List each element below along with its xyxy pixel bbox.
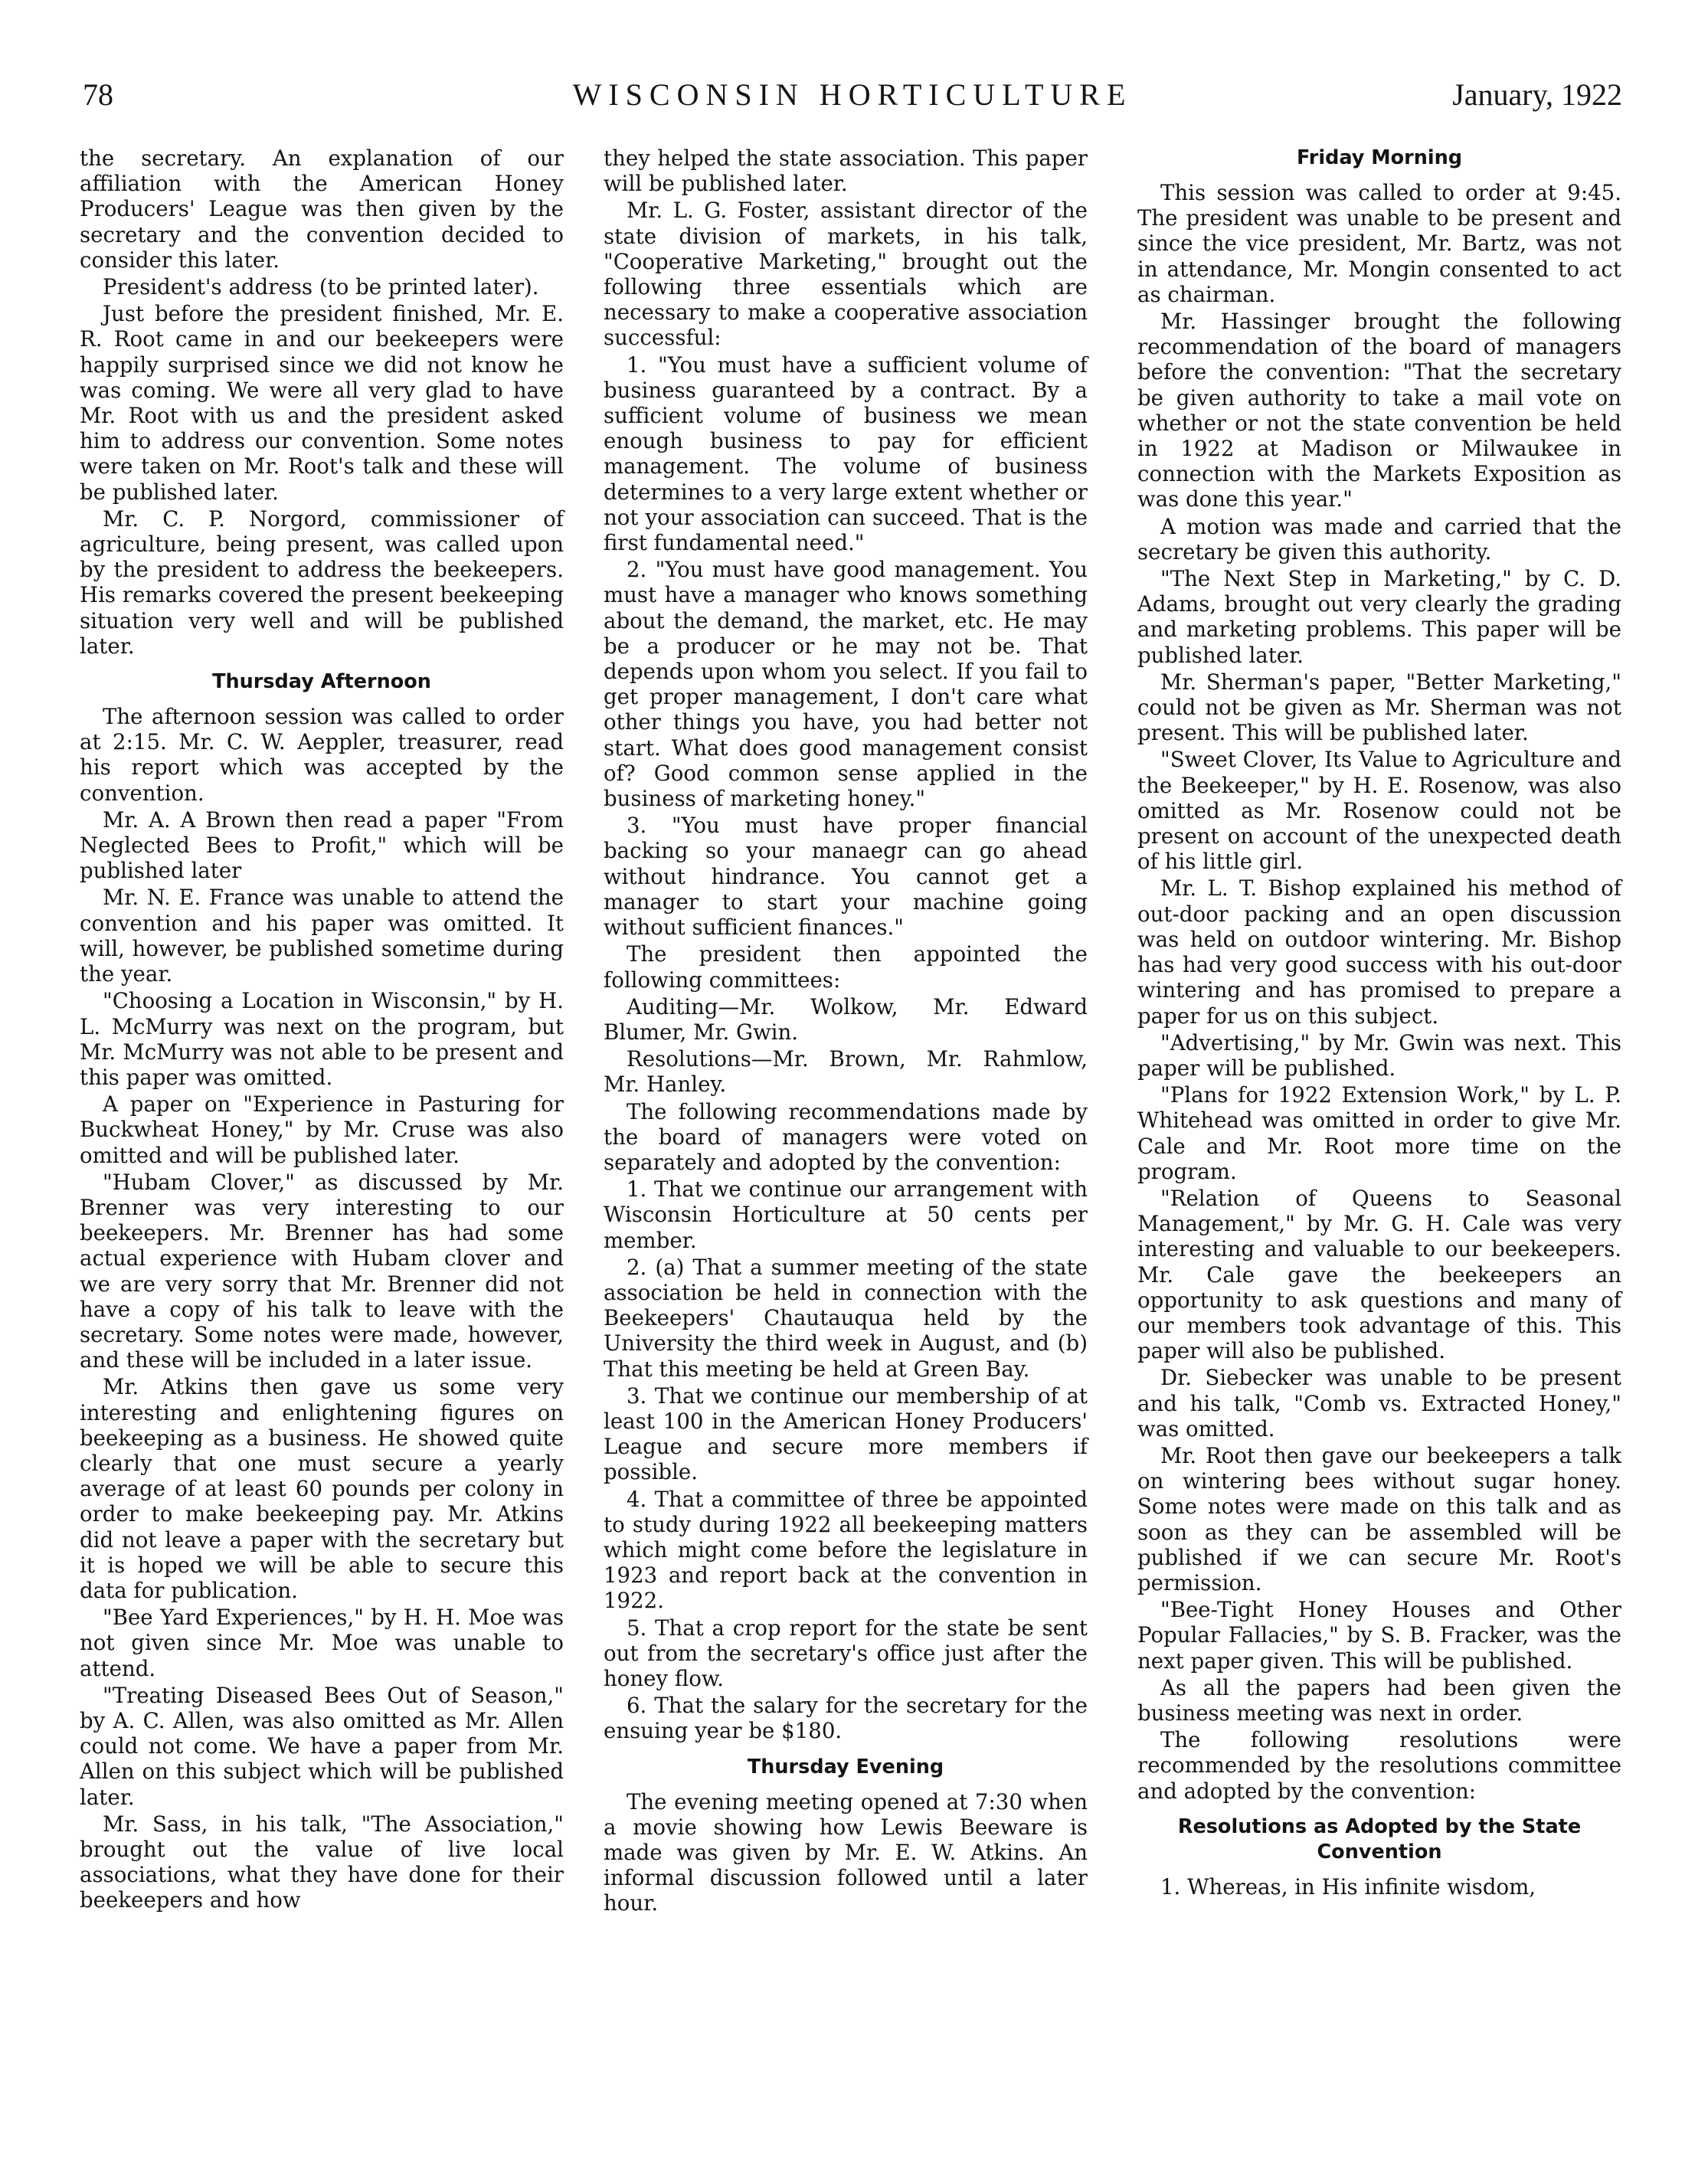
paragraph: 6. That the salary for the secretary for the ensuing year be $180. (604, 1693, 1088, 1744)
paragraph: "Advertising," by Mr. Gwin was next. This paper will be published. (1137, 1029, 1621, 1081)
page-header (83, 77, 1622, 123)
paragraph: As all the papers had been given the business meeting was next in order. (1137, 1674, 1621, 1726)
paragraph: A paper on "Experience in Pasturing for Buckwheat Honey," by Mr. Cruse was also omitted and will be published later. (80, 1091, 564, 1168)
paragraph: 2. (a) That a summer meeting of the state association be held in connection with the Beekeepers' Chautauqua held by the University the third week in August, and (b) That this meeting be held at Green Bay. (604, 1254, 1088, 1382)
section-heading: Thursday Afternoon (212, 670, 431, 694)
paragraph: The following recommendations made by the board of managers were voted on separately and adopted by the convention: (604, 1098, 1088, 1175)
paragraph: Mr. L. G. Foster, assistant director of the state division of markets, in his talk, "Cooperative Marketing," brought out the following three essentials which are necessary to make a cooperative association successful: (604, 198, 1088, 351)
paragraph: 5. That a crop report for the state be sent out from the secretary's office just after the honey flow. (604, 1615, 1088, 1691)
paragraph: Mr. Hassinger brought the following recommendation of the board of managers before the convention: "That the secretary be given authority to take a mail vote on whether or not the state convention be held in 1922 at Madison or Milwaukee in connection with the Markets Exposition as was done this year." (1137, 309, 1621, 512)
section-heading: Friday Morning (1296, 146, 1463, 169)
paragraph: Mr. A. A Brown then read a paper "From Neglected Bees to Profit," which will be published later (80, 807, 564, 884)
paragraph: "Sweet Clover, Its Value to Agriculture and the Beekeeper," by H. E. Rosenow, was also omitted as Mr. Rosenow could not be present on account of the unexpected death of his little girl. (1137, 747, 1621, 875)
paragraph: Just before the president finished, Mr. E. R. Root came in and our beekeepers were happily surprised since we did not know he was coming. We were all very glad to have Mr. Root with us and the president asked him to address our convention. Some notes were taken on Mr. Root's talk and these will be published later. (80, 301, 564, 505)
paragraph: 1. "You must have a sufficient volume of business guaranteed by a contract. By a sufficient volume of business we mean enough business to pay for efficient management. The volume of business determines to a very large extent whether or not your association can succeed. That is the first fundamental need." (604, 352, 1088, 556)
paragraph: Mr. Sass, in his talk, "The Association," brought out the value of live local associations, what they have done for their beekeepers and how (80, 1811, 564, 1913)
paragraph: Mr. Sherman's paper, "Better Marketing," could not be given as Mr. Sherman was not present. This will be published later. (1137, 669, 1621, 746)
paragraph: Mr. Root then gave our beekeepers a talk on wintering bees without sugar honey. Some notes were made on this talk and as soon as they can be assembled will be published if we can secure Mr. Root's permission. (1137, 1442, 1621, 1595)
section-heading: Thursday Evening (747, 1755, 944, 1779)
paragraph: "Plans for 1922 Extension Work," by L. P. Whitehead was omitted in order to give Mr. Cale and Mr. Root more time on the program. (1137, 1082, 1621, 1184)
paragraph: they helped the state association. This paper will be published later. (604, 146, 1088, 197)
paragraph: the secretary. An explanation of our affiliation with the American Honey Producers' League was then given by the secretary and the convention decided to consider this later. (80, 146, 564, 273)
paragraph: "The Next Step in Marketing," by C. D. Adams, brought out very clearly the grading and marketing problems. This paper will be published later. (1137, 566, 1621, 668)
paragraph: "Treating Diseased Bees Out of Season," by A. C. Allen, was also omitted as Mr. Allen could not come. We have a paper from Mr. Allen on this subject which will be published later. (80, 1682, 564, 1810)
journal-title: WISCONSIN HORTICULTURE (572, 77, 1133, 112)
paragraph: "Bee-Tight Honey Houses and Other Popular Fallacies," by S. B. Fracker, was the next paper given. This will be published. (1137, 1597, 1621, 1674)
paragraph: The president then appointed the following committees: (604, 941, 1088, 993)
paragraph: Mr. C. P. Norgord, commissioner of agriculture, being present, was called upon by the president to address the beekeepers. His remarks covered the present beekeeping situation very well and will be published later. (80, 506, 564, 659)
paragraph: "Choosing a Location in Wisconsin," by H. L. McMurry was next on the program, but Mr. McMurry was not able to be present and this paper was omitted. (80, 988, 564, 1090)
paragraph: President's address (to be printed later). (103, 274, 539, 300)
paragraph: 2. "You must have good management. You must have a manager who knows something about the demand, the market, etc. He may be a producer or he may not be. That depends upon whom you select. If you fail to get proper management, I don't care what other things you have, you had better not start. What does good management consist of? Good common sense applied in the business of marketing honey." (604, 557, 1088, 812)
paragraph: 1. That we continue our arrangement with Wisconsin Horticulture at 50 cents per member. (604, 1176, 1088, 1253)
paragraph: A motion was made and carried that the secretary be given this authority. (1137, 513, 1621, 564)
column-2 (604, 146, 1088, 1918)
paragraph: Mr. Atkins then gave us some very interesting and enlightening figures on beekeeping as a business. He showed quite clearly that one must secure a yearly average of at least 60 pounds per colony in order to make beekeeping pay. Mr. Atkins did not leave a paper with the secretary but it is hoped we will be able to secure this data for publication. (80, 1374, 564, 1603)
paragraph: "Relation of Queens to Seasonal Management," by Mr. G. H. Cale was very interesting and valuable to our beekeepers. Mr. Cale gave the beekeepers an opportunity to ask questions and many of our members took advantage of this. This paper will also be published. (1137, 1185, 1621, 1364)
paragraph: 3. "You must have proper financial backing so your manaegr can go ahead without hindrance. You cannot get a manager to start your machine going without sufficient finances." (604, 813, 1088, 941)
page-number: 78 (83, 77, 113, 112)
paragraph: 3. That we continue our membership of at least 100 in the American Honey Producers' League and secure more members if possible. (604, 1383, 1088, 1485)
paragraph: Auditing—Mr. Wolkow, Mr. Edward Blumer, Mr. Gwin. (604, 993, 1088, 1045)
paragraph: "Hubam Clover," as discussed by Mr. Brenner was very interesting to our beekeepers. Mr. Brenner has had some actual experience with Hubam clover and we are very sorry that Mr. Brenner did not have a copy of his talk to leave with the secretary. Some notes were made, however, and these will be included in a later issue. (80, 1169, 564, 1373)
column-1 (80, 146, 564, 1915)
issue-date: January, 1922 (1452, 77, 1622, 112)
paragraph: Mr. N. E. France was unable to attend the convention and his paper was omitted. It will, however, be published sometime during the year. (80, 885, 564, 987)
paragraph: "Bee Yard Experiences," by H. H. Moe was not given since Mr. Moe was unable to attend. (80, 1605, 564, 1681)
paragraph: The following resolutions were recommended by the resolutions committee and adopted by the convention: (1137, 1727, 1621, 1804)
paragraph: Resolutions—Mr. Brown, Mr. Rahmlow, Mr. Hanley. (604, 1046, 1088, 1098)
paragraph: The evening meeting opened at 7:30 when a movie showing how Lewis Beeware is made was given by Mr. E. W. Atkins. An informal discussion followed until a later hour. (604, 1788, 1088, 1916)
paragraph: The afternoon session was called to order at 2:15. Mr. C. W. Aeppler, treasurer, read his report which was accepted by the convention. (80, 704, 564, 806)
paragraph: 4. That a committee of three be appointed to study during 1922 all beekeeping matters which might come before the legislature in 1923 and report back at the convention in 1922. (604, 1486, 1088, 1614)
section-heading: Resolutions as Adopted by the State Convention (1177, 1814, 1582, 1864)
paragraph: Mr. L. T. Bishop explained his method of out-door packing and an open discussion was held on outdoor wintering. Mr. Bishop has had very good success with his out-door wintering and has promised to prepare a paper for us on this subject. (1137, 875, 1621, 1029)
paragraph: Dr. Siebecker was unable to be present and his talk, "Comb vs. Extracted Honey," was omitted. (1137, 1365, 1621, 1441)
paragraph: 1. Whereas, in His infinite wisdom, (1160, 1873, 1536, 1900)
paragraph: This session was called to order at 9:45. The president was unable to be present and since the vice president, Mr. Bartz, was not in attendance, Mr. Mongin consented to act as chairman. (1137, 180, 1621, 307)
column-3 (1137, 146, 1621, 1901)
